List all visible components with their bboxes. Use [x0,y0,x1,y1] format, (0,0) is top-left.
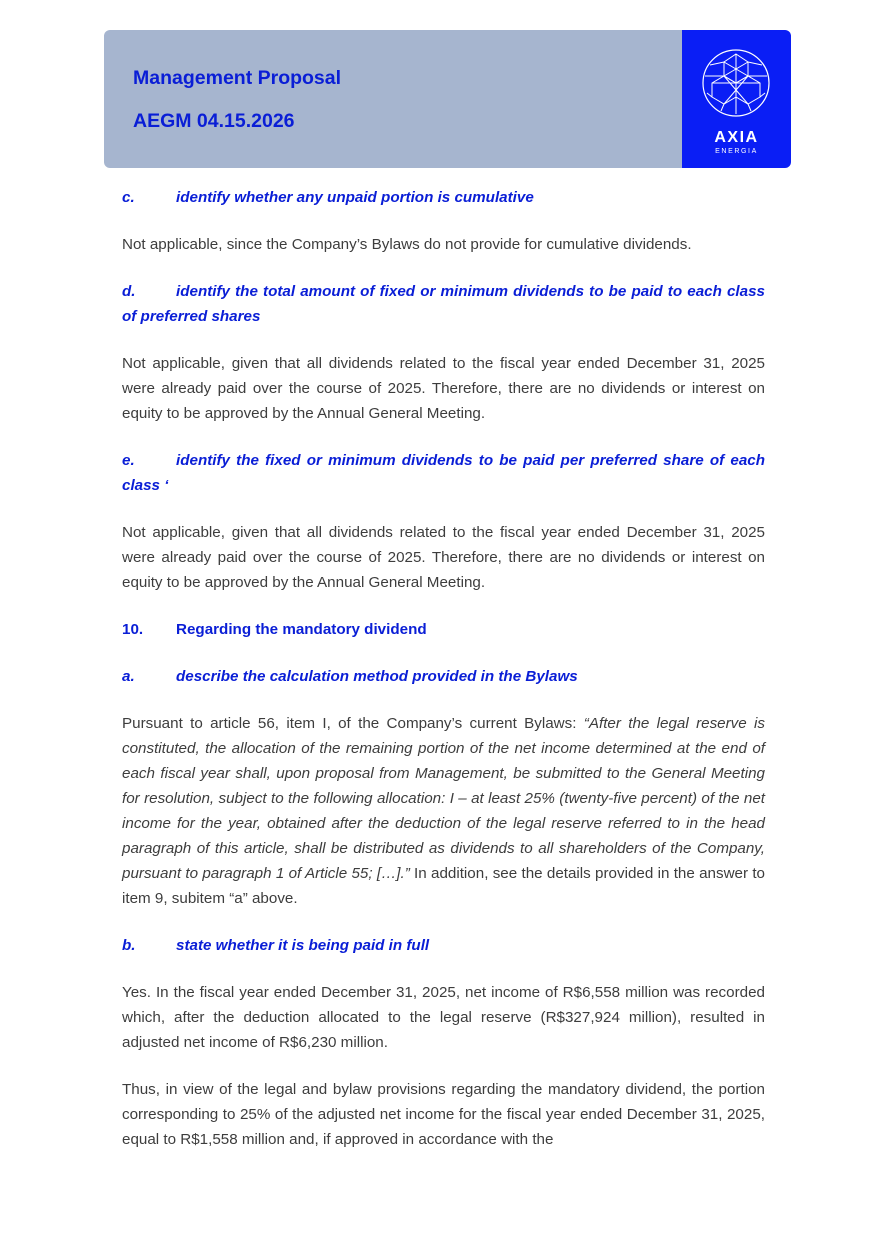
paragraph-a-end: In addition, see the details provided in the answer to item 9, subitem “a” above. [122,865,765,907]
heading-c-label: c. [122,189,135,206]
paragraph-a [122,711,765,911]
paragraph-b-2: Thus, in view of the legal and bylaw provisions regarding the mandatory dividend, the portion corresponding to 25% of the adjusted net income for the fiscal year ended December 31, 2025, equal to R$1,558 million and, if approved in accordance with the [122,1081,765,1148]
heading-d [122,279,765,329]
heading-c [122,185,765,210]
heading-10-text: Regarding the mandatory dividend [176,621,427,638]
geodesic-sphere-icon [701,48,771,118]
heading-b [122,933,765,958]
heading-b-label: b. [122,937,136,954]
heading-e-label: e. [122,452,135,469]
heading-10 [122,617,765,642]
meeting-date: AEGM 04.15.2026 [133,110,295,132]
heading-b-text: state whether it is being paid in full [176,937,430,954]
heading-c-text: identify whether any unpaid portion is cumulative [176,189,534,206]
logo-wordmark: AXIA [714,129,759,146]
heading-d-text: identify the total amount of fixed or minimum dividends to be paid to each class of preferred shares [122,283,765,325]
bylaws-quote: “After the legal reserve is constituted, the allocation of the remaining portion of the net income determined at the end of each fiscal year shall, upon proposal from Management, be submitted to the General Meeting for resolution, subject to the following allocation: I – at least 25% (twenty-five percent) of the net income for the year, obtained after the deduction of the legal reserve referred to in the head paragraph of this article, shall be distributed as dividends to all shareholders of the Company, pursuant to paragraph 1 of Article 55; […].” [122,715,765,882]
heading-e [122,448,765,498]
heading-10-label: 10. [122,621,144,638]
document-title: Management Proposal [133,67,342,89]
paragraph-b-1: Yes. In the fiscal year ended December 31, 2025, net income of R$6,558 million was recorded which, after the deduction allocated to the legal reserve (R$327,924 million), resulted in adjusted net income of R$6,230 million. [122,984,765,1051]
logo-subtext: ENERGIA [715,148,758,155]
document-body [122,185,765,1174]
header-banner [104,30,682,168]
company-logo [682,30,791,168]
heading-a [122,664,765,689]
paragraph-a-intro: Pursuant to article 56, item I, of the Company’s current Bylaws: [122,715,584,732]
heading-a-text: describe the calculation method provided in the Bylaws [176,668,578,685]
paragraph-e: Not applicable, given that all dividends related to the fiscal year ended December 31, 2025 were already paid over the course of 2025. Therefore, there are no dividends or interest on equity to be approved by the Annual General Meeting. [122,524,765,591]
paragraph-c: Not applicable, since the Company’s Bylaws do not provide for cumulative dividends. [122,236,692,253]
heading-d-label: d. [122,283,136,300]
heading-a-label: a. [122,668,135,685]
heading-e-text: identify the fixed or minimum dividends to be paid per preferred share of each class ‘ [122,452,765,494]
paragraph-d: Not applicable, given that all dividends related to the fiscal year ended December 31, 2025 were already paid over the course of 2025. Therefore, there are no dividends or interest on equity to be approved by the Annual General Meeting. [122,355,765,422]
